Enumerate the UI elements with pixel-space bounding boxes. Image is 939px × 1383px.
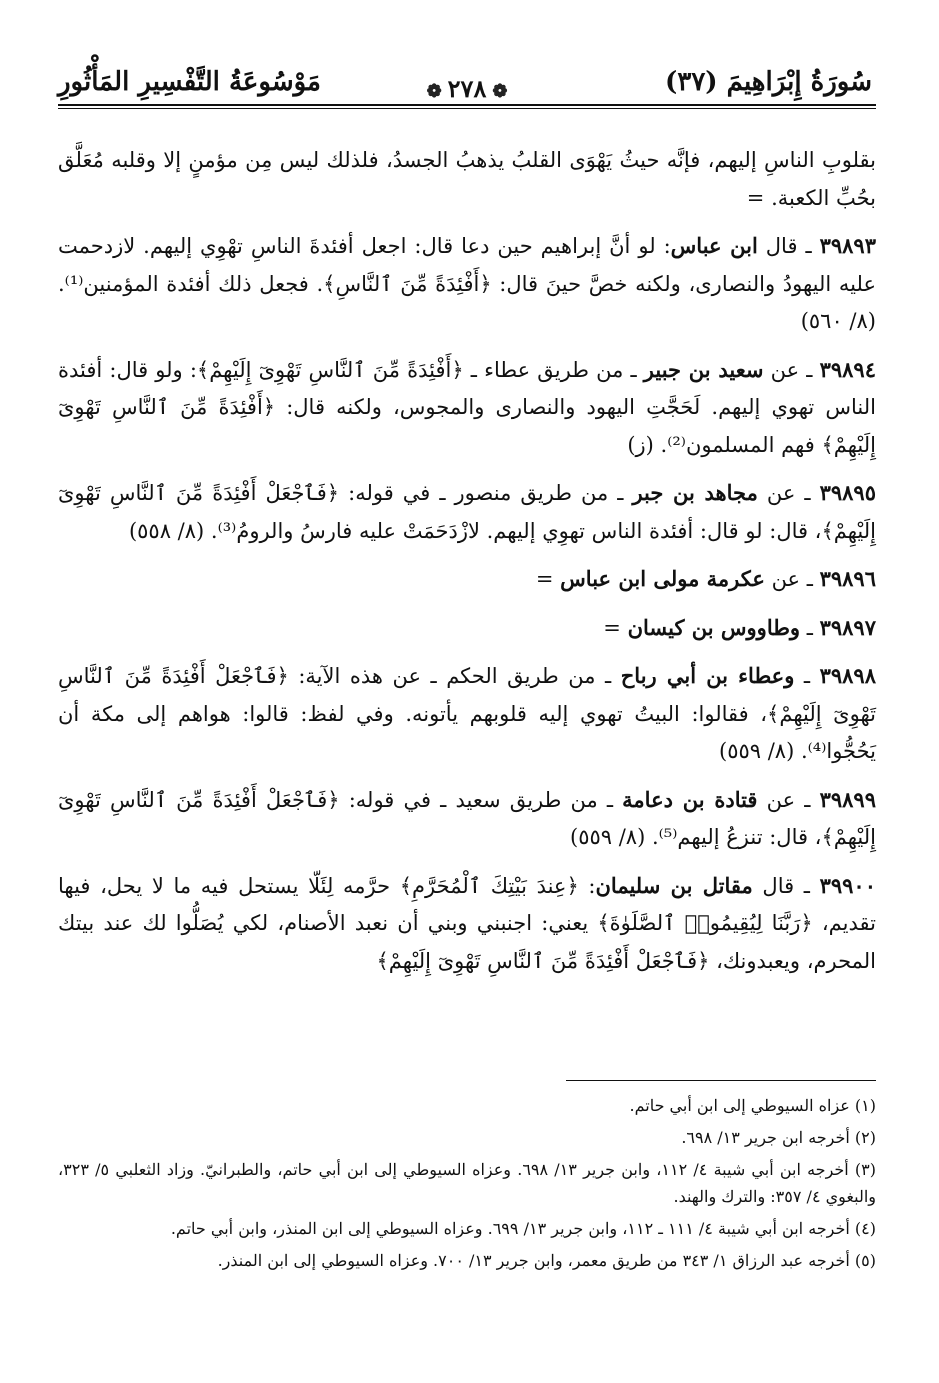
page-header [58,62,876,112]
hadith-number: ٣٩٨٩٤ [819,356,876,382]
ornament-icon: ❁ [426,81,442,102]
paragraph-text: ـ من طريق عطاء ـ ﴿أَفْئِدَةً مِّنَ ٱلنَّاسِ تَهْوِىٓ إِلَيْهِمْ﴾: ولو قال: أفئدة الناس تهوي إليهم. لَحَجَّتِ اليهود والنصارى والمجوس، ولكنه قال: ﴿أَفْئِدَةً مِّنَ ٱلنَّاسِ تَهْوِىٓ إِلَيْهِمْ﴾ فهم المسلمون⁽²⁾. (ز) [58,357,876,457]
footnote: (٣) أخرجه ابن أبي شيبة ٤/ ١١٢، وابن جرير ١٣/ ٦٩٨. وعزاه السيوطي إلى ابن أبي حاتم، والطبرانيّ. وزاد الثعلبي ٥/ ٣٢٣، والبغوي ٤/ ٣٥٧: والترك والهند. [58,1160,877,1206]
paragraph-text: : لو أنَّ إبراهيم حين دعا قال: اجعل أفئدةَ الناسِ تهْوِي إليهم. لازدحمت عليه اليهودُ والنصارى، ولكنه خصَّ حينَ قال: ﴿أَفْئِدَةً مِّنَ ٱلنَّاسِ﴾. فجعل ذلك أفئدة المؤمنين⁽¹⁾. (٨/ ٥٦٠) [58,234,876,333]
narrator-name: وعطاء بن أبي رباح [620,663,795,688]
footnote: (٥) أخرجه عبد الرزاق ١/ ٣٤٣ من طريق معمر، وابن جرير ١٣/ ٧٠٠. وعزاه السيوطي إلى ابن المنذر. [217,1251,876,1270]
footnote-separator [566,1080,876,1081]
hadith-number: ٣٩٨٩٨ [819,663,876,688]
paragraph [58,781,876,857]
hadith-number: ٣٩٨٩٥ [819,480,876,505]
hadith-number: ٣٩٩٠٠ [819,872,876,898]
paragraph [58,609,876,648]
paragraph-prefix: ـ [794,664,820,688]
narrator-name: ابن عباس [670,233,758,258]
paragraph [58,474,876,550]
paragraph [58,867,876,981]
paragraph [58,351,876,465]
paragraph-prefix: ـ [800,615,820,640]
footnote: (٢) أخرجه ابن جرير ١٣/ ٦٩٨. [681,1128,876,1147]
hadith-number: ٣٩٨٩٣ [819,233,876,258]
paragraph-text: = [603,615,628,640]
footnote: (١) عزاه السيوطي إلى ابن أبي حاتم. [629,1096,876,1115]
paragraph-prefix: ـ عن [763,357,820,382]
book-page [58,62,876,1352]
page-number-value: ٢٧٨ [447,74,487,103]
narrator-name: سعيد بن جبير [643,356,764,382]
footnotes [58,1092,876,1279]
paragraph-text: ـ من طريق سعيد ـ في قوله: ﴿فَٱجْعَلْ أَفْئِدَةً مِّنَ ٱلنَّاسِ تَهْوِىٓ إِلَيْهِمْ﴾، قال: تنزعُ إليهم⁽⁵⁾. (٨/ ٥٥٩) [58,787,876,849]
paragraph [58,142,876,217]
paragraph-text: = [535,567,561,591]
narrator-name: مجاهد بن جبر [632,480,758,505]
narrator-name: مقاتل بن سليمان [595,872,753,898]
paragraph-text: : ﴿عِندَ بَيْتِكَ ٱلْمُحَرَّمِ﴾ حرَّمه لِئَلّا يستحل فيه ما لا يحل، فيها تقديم، ﴿رَبَّنَا لِيُقِيمُوا۟ ٱلصَّلَوٰةَ﴾ يعني: اجنبني وبني أن نعبد الأصنام، لكي يُصَلُّوا لك عند بيتك المحرم، ويعبدونك، ﴿فَٱجْعَلْ أَفْئِدَةً مِّنَ ٱلنَّاسِ تَهْوِىٓ إِلَيْهِمْ﴾ [58,873,876,973]
paragraph-prefix: ـ عن [764,567,820,591]
paragraph-text: بقلوبِ الناسِ إليهم، فإنَّه حيثُ يَهْوَى القلبُ يذهبُ الجسدُ، فلذلك ليس مِن مؤمنٍ إلا وقلبه مُعَلَّق بحُبِّ الكعبة. = [58,148,876,210]
hadith-number: ٣٩٨٩٧ [819,614,876,640]
hadith-number: ٣٩٨٩٩ [819,786,876,812]
footnote: (٤) أخرجه ابن أبي شيبة ٤/ ١١١ ـ ١١٢، وابن جرير ١٣/ ٦٩٩. وعزاه السيوطي إلى ابن المنذر، وابن أبي حاتم. [170,1219,876,1238]
narrator-name: عكرمة مولى ابن عباس [560,566,765,591]
paragraph-prefix: ـ عن [757,481,820,505]
paragraph-prefix: ـ عن [757,787,820,812]
paragraph [58,560,876,599]
paragraph [58,227,876,341]
narrator-name: قتادة بن دعامة [622,786,758,812]
paragraph-text: ـ من طريق منصور ـ في قوله: ﴿فَٱجْعَلْ أَفْئِدَةً مِّنَ ٱلنَّاسِ تَهْوِىٓ إِلَيْهِمْ﴾، قال: لو قال: أفئدة الناس تهوِي إليهم. لازْدَحَمَتْ عليه فارسُ والرومُ⁽³⁾. (٨/ ٥٥٨) [58,481,876,543]
surah-title: سُورَةُ إِبْرَاهِيمَ (٣٧) [665,67,872,97]
header-rule-thin [58,108,876,109]
header-rule [58,104,876,106]
book-title: مَوْسُوعَةُ التَّفْسِيرِ المَأْثُورِ [58,67,321,97]
paragraph-text: ـ من طريق الحكم ـ عن هذه الآية: ﴿فَٱجْعَلْ أَفْئِدَةً مِّنَ ٱلنَّاسِ تَهْوِىٓ إِلَيْهِمْ﴾، فقالوا: البيتُ تهوي إليه قلوبهم يأتونه. وفي لفظ: قالوا: هواهم إلى مكة أن يَحُجُّوا⁽⁴⁾. (٨/ ٥٥٩) [58,664,876,763]
main-text [58,142,876,990]
paragraph [58,657,876,771]
paragraph-prefix: ـ قال [757,234,820,258]
ornament-icon: ❁ [492,81,508,102]
hadith-number: ٣٩٨٩٦ [819,566,876,591]
paragraph-prefix: ـ قال [752,873,820,898]
narrator-name: وطاووس بن كيسان [627,614,801,640]
